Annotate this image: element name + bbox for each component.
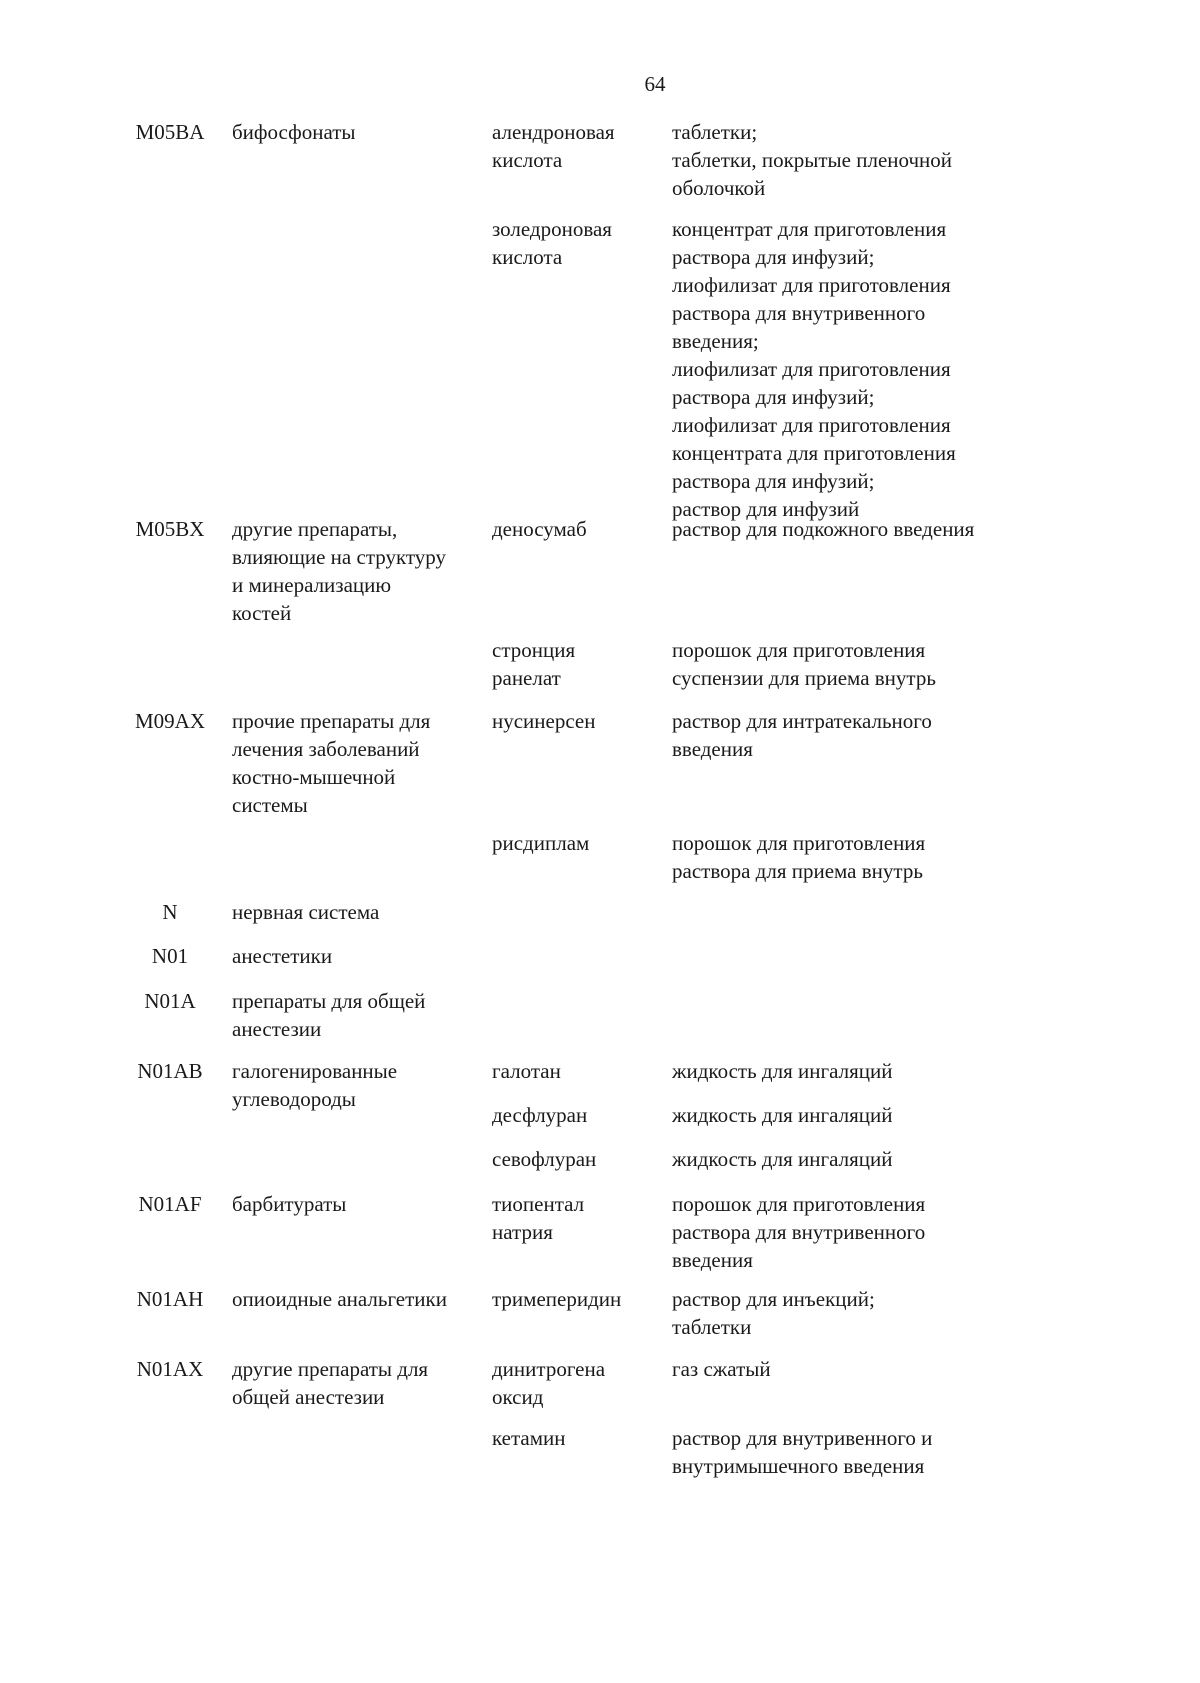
anatomical-group-line: галогенированные [232, 1059, 398, 1083]
drug-name [492, 515, 662, 543]
anatomical-group-line: другие препараты для [232, 1357, 429, 1381]
dosage-form-line: концентрат для приготовления [672, 217, 947, 241]
dosage-form-line: внутримышечного введения [672, 1454, 925, 1478]
dosage-form-line: раствора для внутривенного [672, 301, 926, 325]
drug-name-line: галотан [492, 1059, 561, 1083]
drug-name [492, 1424, 662, 1452]
anatomical-group [232, 1355, 482, 1411]
dosage-form-line: раствор для инфузий [672, 497, 860, 521]
dosage-form-line: введения [672, 1248, 753, 1272]
dosage-form [672, 1355, 1032, 1383]
drug-name-line: кислота [492, 245, 563, 269]
anatomical-group-line: лечения заболеваний [232, 737, 420, 761]
anatomical-group-line: костно-мышечной [232, 765, 396, 789]
drug-name [492, 1057, 662, 1085]
anatomical-group-line: барбитураты [232, 1192, 347, 1216]
drug-name-line: динитрогена [492, 1357, 606, 1381]
atc-code: M05BA [135, 120, 205, 144]
drug-name-line: кислота [492, 148, 563, 172]
dosage-form [672, 215, 1032, 523]
atc-code: N01A [144, 989, 196, 1013]
drug-name [492, 829, 662, 857]
dosage-form-line: введения; [672, 329, 759, 353]
anatomical-group-line: бифосфонаты [232, 120, 356, 144]
drug-name [492, 636, 662, 692]
atc-code: N01AF [138, 1192, 202, 1216]
dosage-form-line: таблетки; [672, 120, 758, 144]
dosage-form [672, 515, 1032, 543]
anatomical-group [232, 987, 482, 1043]
dosage-form [672, 707, 1032, 763]
anatomical-group-line: системы [232, 793, 308, 817]
dosage-form-line: раствора для приема внутрь [672, 859, 923, 883]
dosage-form [672, 1057, 1032, 1085]
anatomical-group-line: препараты для общей [232, 989, 426, 1013]
anatomical-group [232, 1057, 482, 1113]
dosage-form-line: оболочкой [672, 176, 766, 200]
anatomical-group [232, 898, 482, 926]
dosage-form-line: жидкость для ингаляций [672, 1147, 893, 1171]
atc-code: N01 [151, 944, 189, 968]
dosage-form-line: порошок для приготовления [672, 1192, 926, 1216]
drug-name-line: стронция [492, 638, 576, 662]
anatomical-group [232, 515, 482, 627]
dosage-form-line: раствор для интратекального [672, 709, 932, 733]
anatomical-group-line: углеводороды [232, 1087, 356, 1111]
dosage-form-line: раствора для внутривенного [672, 1220, 926, 1244]
dosage-form-line: лиофилизат для приготовления [672, 273, 951, 297]
dosage-form [672, 829, 1032, 885]
drug-name-line: тиопентал [492, 1192, 585, 1216]
dosage-form [672, 118, 1032, 202]
drug-name-line: деносумаб [492, 517, 587, 541]
dosage-form-line: раствора для инфузий; [672, 385, 875, 409]
drug-name [492, 707, 662, 735]
page-number: 64 [644, 72, 666, 96]
dosage-form [672, 1190, 1032, 1274]
drug-name-line: натрия [492, 1220, 553, 1244]
drug-name-line: оксид [492, 1385, 544, 1409]
drug-name [492, 1101, 662, 1129]
dosage-form [672, 636, 1032, 692]
dosage-form-line: раствор для подкожного введения [672, 517, 975, 541]
anatomical-group-line: общей анестезии [232, 1385, 385, 1409]
dosage-form-line: лиофилизат для приготовления [672, 357, 951, 381]
atc-code: N01AX [136, 1357, 204, 1381]
anatomical-group-line: анестезии [232, 1017, 322, 1041]
anatomical-group [232, 942, 482, 970]
dosage-form-line: лиофилизат для приготовления [672, 413, 951, 437]
drug-name [492, 118, 662, 174]
drug-name [492, 1190, 662, 1246]
drug-name-line: алендроновая [492, 120, 615, 144]
dosage-form-line: раствор для инъекций; [672, 1287, 875, 1311]
dosage-form [672, 1101, 1032, 1129]
dosage-form-line: таблетки [672, 1315, 752, 1339]
anatomical-group-line: костей [232, 601, 292, 625]
dosage-form-line: концентрата для приготовления [672, 441, 956, 465]
drug-name [492, 1285, 662, 1313]
drug-name-line: ранелат [492, 666, 561, 690]
anatomical-group [232, 1190, 482, 1218]
drug-name-line: золедроновая [492, 217, 612, 241]
atc-code: M05BX [135, 517, 205, 541]
dosage-form-line: жидкость для ингаляций [672, 1103, 893, 1127]
dosage-form-line: раствора для инфузий; [672, 469, 875, 493]
anatomical-group [232, 118, 482, 146]
dosage-form-line: жидкость для ингаляций [672, 1059, 893, 1083]
anatomical-group-line: влияющие на структуру [232, 545, 447, 569]
dosage-form-line: таблетки, покрытые пленочной [672, 148, 953, 172]
dosage-form [672, 1145, 1032, 1173]
drug-name-line: рисдиплам [492, 831, 590, 855]
drug-name-line: тримеперидин [492, 1287, 622, 1311]
dosage-form [672, 1285, 1032, 1341]
dosage-form-line: раствора для инфузий; [672, 245, 875, 269]
anatomical-group [232, 1285, 482, 1313]
dosage-form-line: порошок для приготовления [672, 831, 926, 855]
dosage-form-line: введения [672, 737, 753, 761]
drug-name-line: севофлуран [492, 1147, 597, 1171]
drug-name [492, 1145, 662, 1173]
dosage-form-line: суспензии для приема внутрь [672, 666, 936, 690]
drug-name [492, 215, 662, 271]
drug-name-line: кетамин [492, 1426, 566, 1450]
anatomical-group [232, 707, 482, 819]
anatomical-group-line: опиоидные анальгетики [232, 1287, 447, 1311]
anatomical-group-line: и минерализацию [232, 573, 392, 597]
atc-code: M09AX [134, 709, 205, 733]
anatomical-group-line: анестетики [232, 944, 333, 968]
anatomical-group-line: прочие препараты для [232, 709, 431, 733]
drug-name-line: десфлуран [492, 1103, 588, 1127]
atc-code: N [162, 900, 178, 924]
dosage-form-line: газ сжатый [672, 1357, 771, 1381]
drug-name [492, 1355, 662, 1411]
anatomical-group-line: нервная система [232, 900, 380, 924]
atc-code: N01AH [136, 1287, 204, 1311]
atc-code: N01AB [137, 1059, 203, 1083]
anatomical-group-line: другие препараты, [232, 517, 398, 541]
dosage-form-line: порошок для приготовления [672, 638, 926, 662]
dosage-form-line: раствор для внутривенного и [672, 1426, 933, 1450]
dosage-form [672, 1424, 1032, 1480]
drug-name-line: нусинерсен [492, 709, 596, 733]
